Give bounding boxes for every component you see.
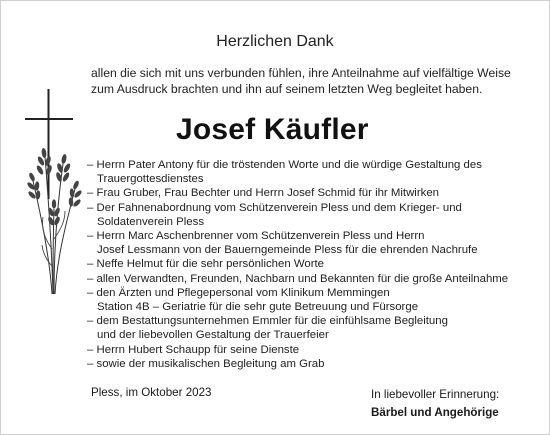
- thanks-text: Neffe Helmut für die sehr persönlichen Worte: [96, 258, 325, 271]
- thanks-item-continuation: [87, 328, 533, 342]
- thanks-text: Der Fahnenabordnung vom Schützenverein Pless und dem Krieger- und: [96, 201, 462, 214]
- thanks-list: [87, 158, 533, 371]
- intro-line: allen die sich mit uns verbunden fühlen, ihre Anteilnahme auf vielfältige Weise: [91, 66, 511, 80]
- thanks-text: Station 4B – Geriatrie für die sehr gute Betreuung und Fürsorge: [97, 301, 419, 314]
- thanks-dash: –: [87, 201, 94, 214]
- thanks-dash: –: [87, 343, 94, 356]
- thanks-item: [87, 229, 533, 243]
- thanks-dash: –: [87, 187, 94, 200]
- memory-block: [371, 386, 499, 422]
- thanks-text: Soldatenverein Pless: [97, 215, 205, 228]
- thanks-text: allen Verwandten, Freunden, Nachbarn und Bekannten für die große Anteilnahme: [96, 272, 509, 285]
- thanks-item-continuation: [87, 172, 533, 186]
- intro-line: zum Ausdruck brachten und ihn auf seinem letzten Weg begleitet haben.: [91, 82, 483, 96]
- thanks-item-continuation: [87, 300, 533, 314]
- thanks-text: und der liebevollen Gestaltung der Trauerfeier: [97, 329, 329, 342]
- place-date: Pless, im Oktober 2023: [91, 386, 212, 399]
- thanks-item: [87, 286, 533, 300]
- thanks-text: Josef Lessmann von der Bauerngemeinde Pless für die ehrenden Nachrufe: [97, 244, 478, 257]
- thanks-dash: –: [87, 258, 94, 271]
- thanks-item: [87, 314, 533, 328]
- thanks-dash: –: [87, 286, 94, 299]
- deceased-name: Josef Käufler: [176, 113, 369, 146]
- thanks-item: [87, 257, 533, 271]
- thanks-item: [87, 186, 533, 200]
- thanks-text: den Ärzten und Pflegepersonal vom Klinikum Memmingen: [96, 286, 390, 299]
- thanks-text: sowie der musikalischen Begleitung am Grab: [96, 357, 325, 370]
- thanks-item: [87, 272, 533, 286]
- thanks-text: Herrn Marc Aschenbrenner vom Schützenverein Pless und Herrn: [96, 230, 425, 243]
- thanks-item: [87, 158, 533, 172]
- thanks-dash: –: [87, 159, 94, 171]
- thanks-dash: –: [87, 357, 94, 370]
- thanks-item: [87, 343, 533, 357]
- thanks-dash: –: [87, 315, 94, 328]
- thanks-text: Herrn Hubert Schaupp für seine Dienste: [96, 343, 300, 356]
- notice-heading: Herzlichen Dank: [216, 33, 334, 50]
- thanks-dash: –: [87, 272, 94, 285]
- thanks-item-continuation: [87, 243, 533, 257]
- thanks-item-continuation: [87, 215, 533, 229]
- memory-label: In liebevoller Erinnerung:: [371, 388, 500, 401]
- intro-text: [91, 65, 531, 97]
- thanks-text: dem Bestattungsunternehmen Emmler für die einfühlsame Begleitung: [96, 315, 448, 328]
- thanks-text: Herrn Pater Antony für die tröstenden Worte und die würdige Gestaltung des: [96, 159, 482, 171]
- thanks-item: [87, 201, 533, 215]
- thanks-text: Trauergottesdienstes: [97, 173, 204, 186]
- cross-wheat-icon: [23, 89, 85, 304]
- thanks-dash: –: [87, 230, 94, 243]
- thanks-text: Frau Gruber, Frau Bechter und Herrn Josef Schmid für ihr Mitwirken: [96, 187, 439, 200]
- family-signature: Bärbel und Angehörige: [371, 406, 499, 419]
- thanks-item: [87, 357, 533, 371]
